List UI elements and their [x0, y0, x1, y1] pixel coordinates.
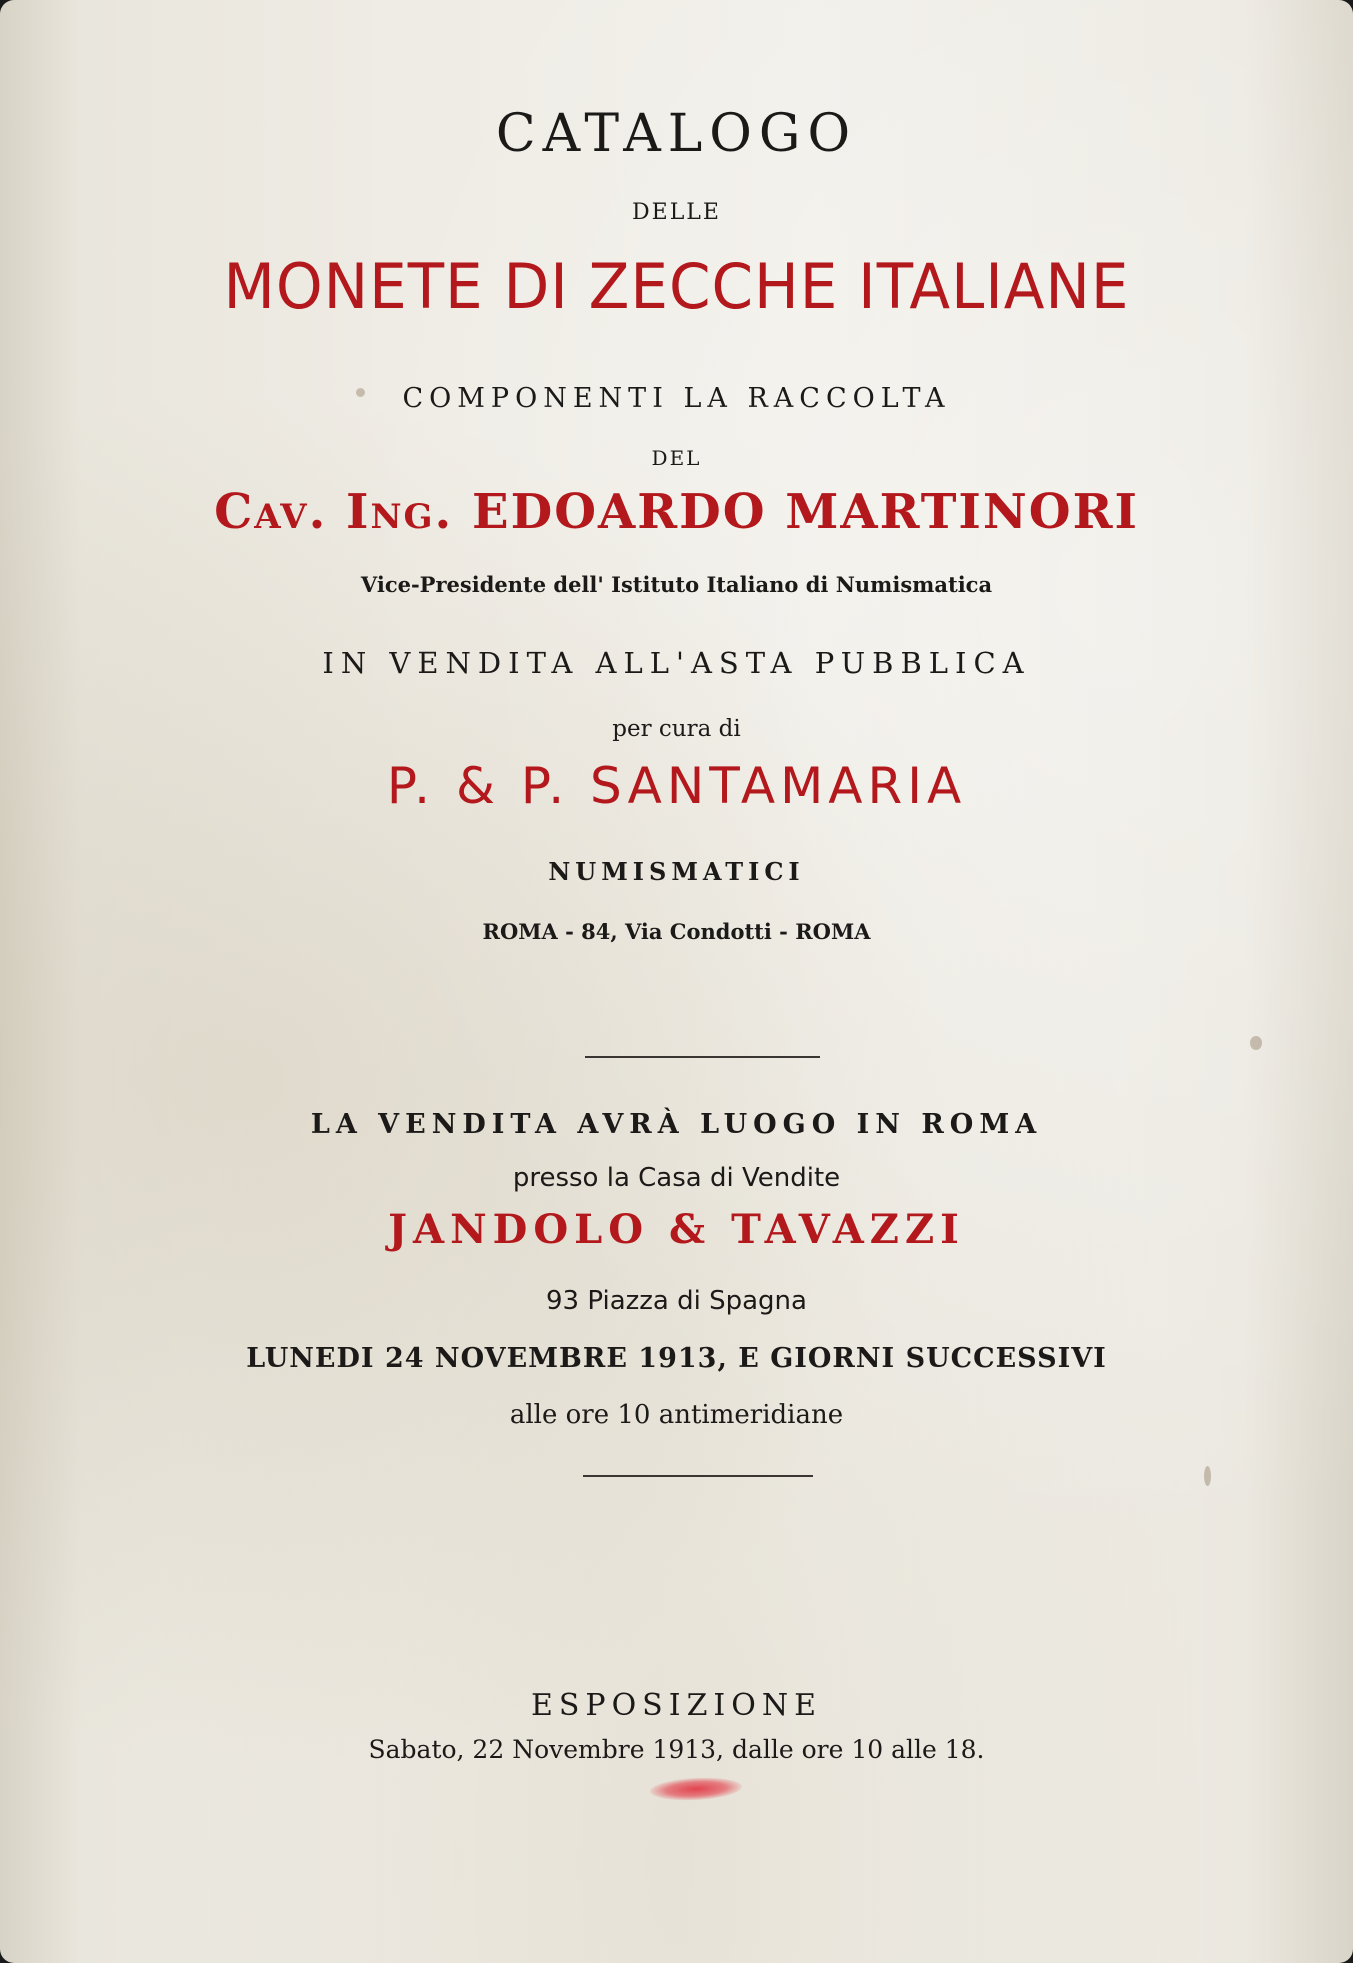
dealer-name: P. & P. SANTAMARIA — [386, 757, 967, 815]
per-cura-di: per cura di — [612, 716, 741, 742]
auction-house-address: 93 Piazza di Spagna — [546, 1286, 807, 1316]
exhibition-details: Sabato, 22 Novembre 1913, dalle ore 10 alle 18. — [368, 1735, 985, 1764]
catalog-componenti: COMPONENTI LA RACCOLTA — [402, 383, 951, 414]
catalog-delle: DELLE — [632, 200, 721, 225]
sale-type: IN VENDITA ALL'ASTA PUBBLICA — [322, 646, 1031, 680]
paper-stain — [1204, 1466, 1211, 1486]
dealer-address: ROMA - 84, Via Condotti - ROMA — [482, 919, 871, 944]
sale-time: alle ore 10 antimeridiane — [509, 1400, 844, 1430]
owner-role: Vice-Presidente dell' Istituto Italiano di Numismatica — [360, 572, 993, 597]
red-ink-mark — [649, 1776, 742, 1803]
auction-house-intro: presso la Casa di Vendite — [512, 1163, 841, 1193]
catalog-del: DEL — [651, 446, 702, 470]
paper-stain — [1250, 1036, 1262, 1050]
exhibition-heading: ESPOSIZIONE — [530, 1688, 823, 1723]
sale-location: LA VENDITA AVRÀ LUOGO IN ROMA — [310, 1109, 1043, 1140]
divider-top — [585, 1056, 820, 1058]
catalog-subject: MONETE DI ZECCHE ITALIANE — [223, 250, 1130, 323]
auction-house-name: JANDOLO & TAVAZZI — [388, 1206, 965, 1253]
sale-date: LUNEDI 24 NOVEMBRE 1913, E GIORNI SUCCESSIVI — [246, 1343, 1107, 1374]
divider-bottom — [583, 1475, 813, 1477]
dealer-role: NUMISMATICI — [548, 857, 805, 886]
paper-stain — [356, 388, 365, 397]
catalog-title: CATALOGO — [495, 104, 858, 164]
collection-owner: Cav. Ing. EDOARDO MARTINORI — [214, 484, 1139, 540]
